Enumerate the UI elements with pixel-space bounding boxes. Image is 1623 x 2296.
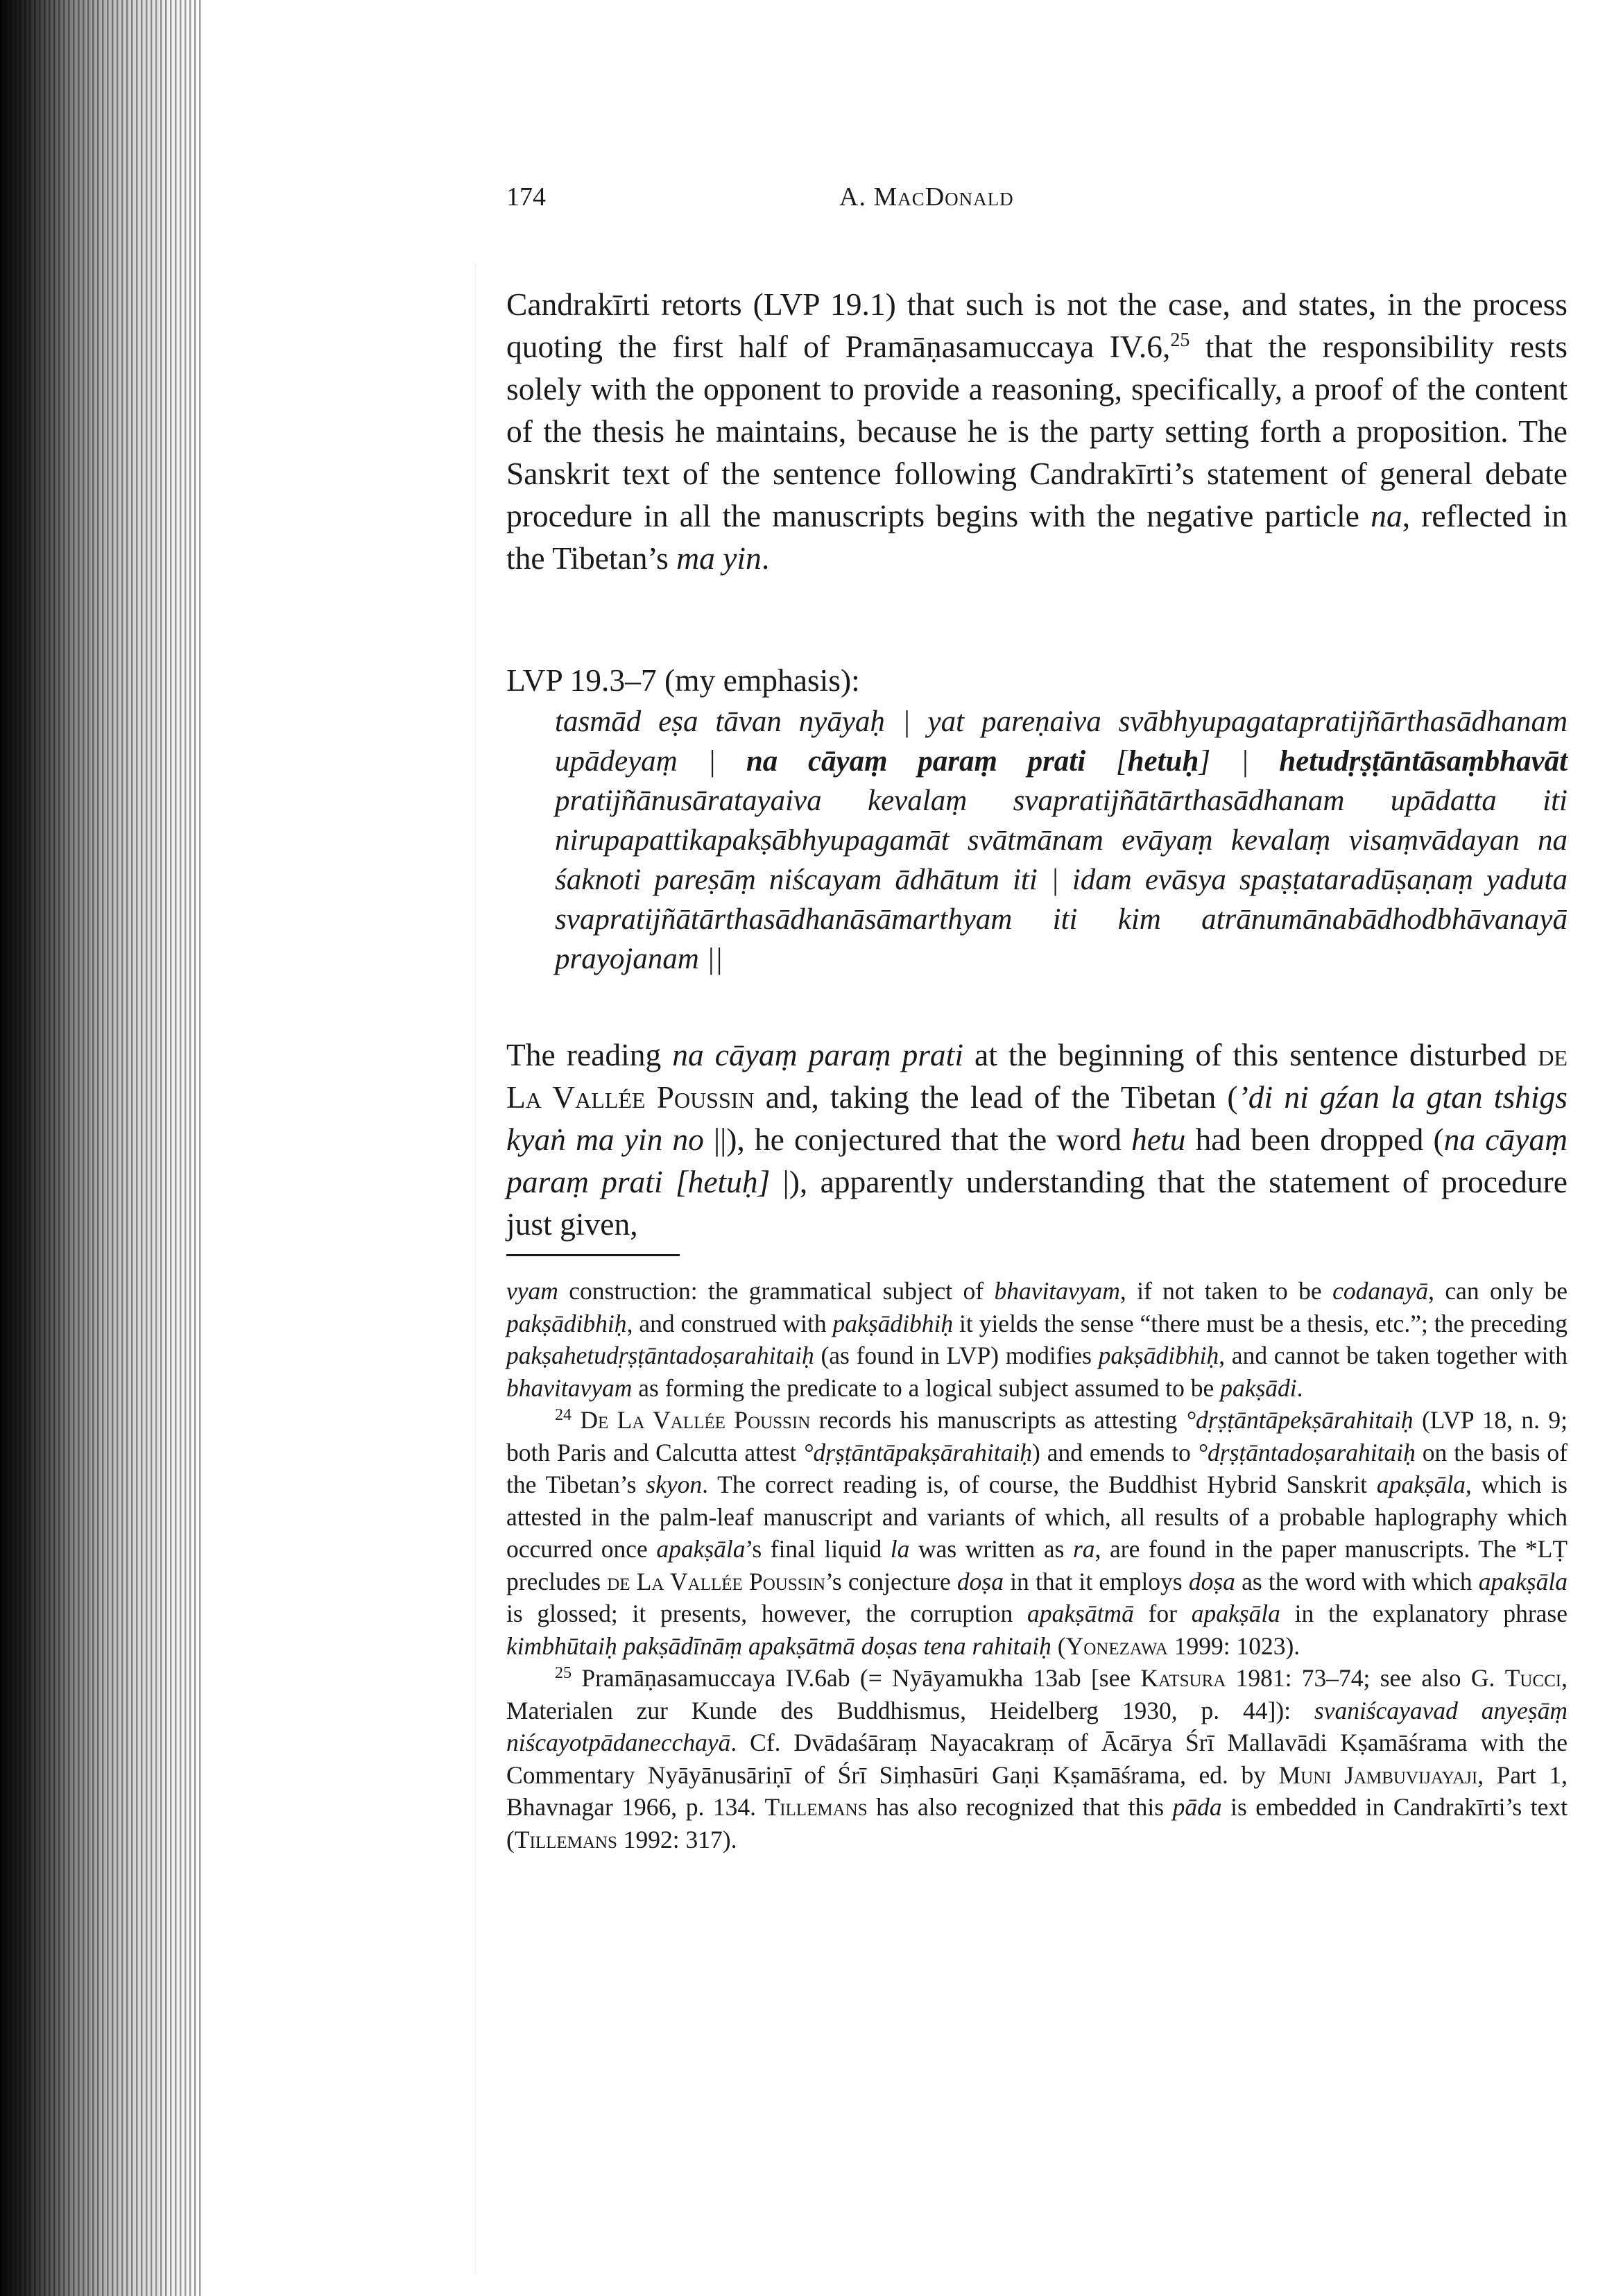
paragraph-2: The reading na cāyaṃ paraṃ prati at the beginning of this sentence disturbed de La Vallée Poussin and, taking the lead of the Tibetan (’di ni gźan la gtan tshigs kyaṅ ma yin no ||), he conjectured that the word hetu had been dropped (na cāyaṃ paraṃ prati [hetuḥ] |), apparently understanding that the statement of procedure just given, — [506, 1037, 1568, 1242]
page-header — [506, 182, 1568, 223]
footnote-25: $^{25}$ Pramāṇasamuccaya IV.6ab (= Nyāyamukha 13ab [see Katsura 1981: 73–74; see also G. Tucci, Materialen zur Kunde des Buddhismus, Heidelberg 1930, p. 44]): svaniścayavad anyeṣāṃ niścayotpādanecchayā. Cf. Dvādaśāraṃ Nayacakraṃ of Ācārya Śrī Mallavādi Kṣamāśrama with the Commentary Nyāyānusāriṇī of Śrī Siṃhasūri Gaṇi Kṣamāśrama, ed. by Muni Jambuvijayaji, Part 1, Bhavnagar 1966, p. 134. Tillemans has also recognized that this pāda is embedded in Candrakīrti’s text (Tillemans 1992: 317). — [506, 1664, 1568, 1853]
footnote-number-24: 24 — [555, 1406, 572, 1424]
sanskrit-quote: tasmād eṣa tāvan nyāyaḥ | yat pareṇaiva svābhyupagatapratijñārthasādhanam upādeyaṃ | na cāyaṃ paraṃ prati [hetuḥ] | hetudṛṣṭāntāsaṃbhavāt pratijñānusāratayaiva kevalaṃ svapratijñātārthasādhanam upādatta iti nirupapattikapakṣābhyupagamāt svātmānam evāyaṃ kevalaṃ visaṃvādayan na śaknoti pareṣāṃ niścayam ādhātum iti | idam evāsya spaṣṭataradūṣaṇaṃ yaduta svapratijñātārthasādhanāsāmarthyam iti kim atrānumānabādhodbhāvanayā prayojanam || — [555, 705, 1568, 975]
footnotes — [506, 1275, 1568, 2142]
footnote-rule — [506, 1254, 680, 1256]
page-number: 174 — [506, 182, 546, 212]
footnote-number-25: 25 — [555, 1664, 572, 1682]
footnote-24: $^{24}$ De La Vallée Poussin records his manuscripts as attesting °dṛṣṭāntāpekṣārahitaiḥ (LVP 18, n. 9; both Paris and Calcutta attest °dṛṣṭāntāpakṣārahitaiḥ) and emends to °dṛṣṭāntadoṣarahitaiḥ on the basis of the Tibetan’s skyon. The correct reading is, of course, the Buddhist Hybrid Sanskrit apakṣāla, which is attested in the palm-leaf manuscript and variants of which, all results of a probable haplography which occurred once apakṣāla’s final liquid la was written as ra, are found in the paper manuscripts. The *LṬ precludes de La Vallée Poussin’s conjecture doṣa in that it employs doṣa as the word with which apakṣāla is glossed; it presents, however, the corruption apakṣātmā for apakṣāla in the explanatory phrase kimbhūtaiḥ pakṣādīnāṃ apakṣātmā doṣas tena rahitaiḥ (Yonezawa 1999: 1023). — [506, 1406, 1568, 1660]
running-head: A. MacDonald — [839, 182, 1014, 212]
paragraph-1: Candrakīrti retorts (LVP 19.1) that such is not the case, and states, in the process quoting the first half of Pramāṇasamuccaya IV.6,25 that the responsibility rests solely with the opponent to provide a reasoning, specifically, a proof of the content of the thesis he maintains, because he is the party setting forth a proposition. The Sanskrit text of the sentence following Candrakīrti’s statement of general debate procedure in all the manuscripts begins with the negative particle na, reflected in the Tibetan’s ma yin. — [506, 286, 1568, 576]
footnote-continuation: vyam construction: the grammatical subject of bhavitavyam, if not taken to be codanayā, can only be pakṣādibhiḥ, and construed with pakṣādibhiḥ it yields the sense “there must be a thesis, etc.”; the preceding pakṣahetudṛṣṭāntadoṣarahitaiḥ (as found in LVP) modifies pakṣādibhiḥ, and cannot be taken together with bhavitavyam as forming the predicate to a logical subject assumed to be pakṣādi. — [506, 1277, 1568, 1402]
lvp-reference: LVP 19.3–7 (my emphasis): — [506, 662, 860, 698]
footnote-ref-25[interactable]: 25 — [1170, 329, 1190, 351]
